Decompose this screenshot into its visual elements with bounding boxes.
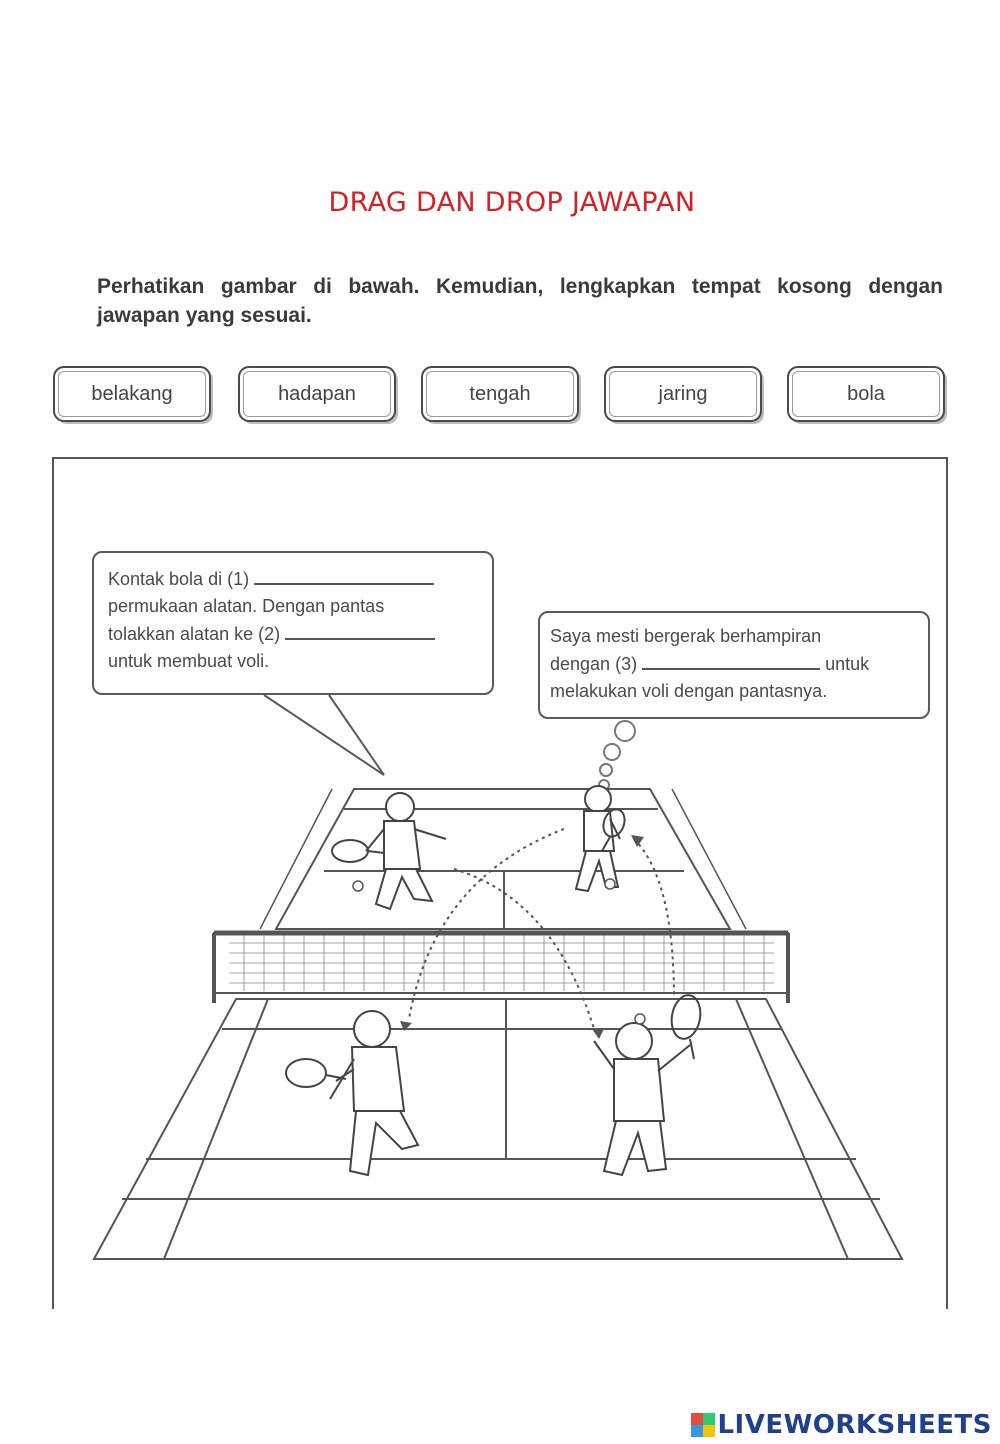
answer-chip-jaring[interactable]: jaring	[604, 366, 762, 422]
bubble-right-line1: Saya mesti bergerak berhampiran	[550, 626, 822, 646]
bubble-right-line2-suffix: untuk	[825, 654, 870, 674]
bubble-left-line3: tolakkan alatan ke	[108, 624, 254, 644]
brand-name: LIVEWORKSHEETS	[717, 1410, 992, 1440]
blank-2[interactable]	[285, 620, 435, 640]
marker-2: (2)	[258, 624, 281, 644]
page-title: DRAG DAN DROP JAWAPAN	[328, 187, 696, 218]
answer-chip-bola[interactable]: bola	[787, 366, 945, 422]
footer-brand	[691, 1410, 992, 1440]
illustration-frame	[52, 457, 948, 1309]
liveworksheets-logo-icon	[691, 1413, 715, 1437]
shuttlecock-icon	[353, 881, 363, 891]
shuttlecock-icon	[605, 879, 615, 889]
marker-3: (3)	[615, 654, 638, 674]
bubble-left-line2: permukaan alatan. Dengan pantas	[108, 596, 385, 616]
speech-bubble-left	[92, 551, 494, 695]
instruction-text: Perhatikan gambar di bawah. Kemudian, lengkapkan tempat kosong dengan jawapan yang sesuai.	[97, 275, 943, 327]
blank-3[interactable]	[642, 650, 820, 670]
marker-1: (1)	[227, 569, 250, 589]
speech-bubble-right	[538, 611, 930, 719]
bubble-left-line1: Kontak bola di	[108, 569, 223, 589]
answer-chip-hadapan[interactable]: hadapan	[238, 366, 396, 422]
shuttlecock-icon	[635, 1014, 645, 1024]
answer-chip-belakang[interactable]: belakang	[53, 366, 211, 422]
bubble-right-line2-prefix: dengan	[550, 654, 611, 674]
blank-1[interactable]	[254, 565, 434, 585]
bubble-left-line4: untuk membuat voli.	[108, 651, 270, 671]
answer-chip-tengah[interactable]: tengah	[421, 366, 579, 422]
bubble-right-line3: melakukan voli dengan pantasnya.	[550, 681, 828, 701]
